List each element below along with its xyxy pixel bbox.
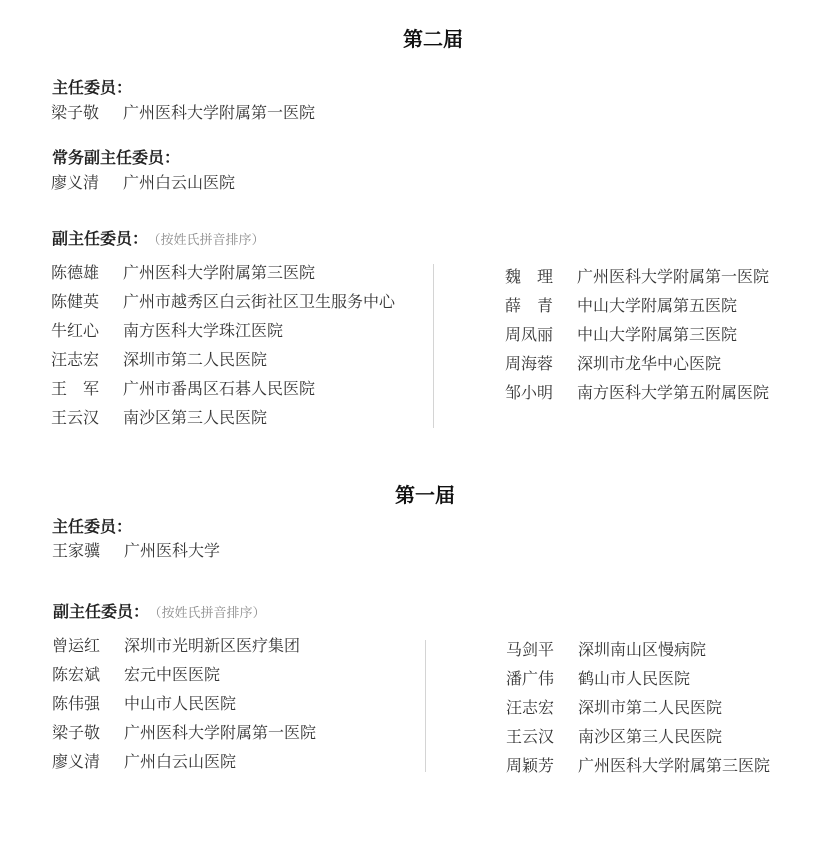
member-org: 广州医科大学附属第一医院 <box>124 723 317 742</box>
list-item <box>505 295 738 317</box>
list-item <box>505 353 722 375</box>
member-org: 深圳市光明新区医疗集团 <box>124 636 301 655</box>
member-name: 曾运红 <box>52 636 101 655</box>
member-name: 邹小明 <box>505 383 554 402</box>
member-name: 王家骥 <box>52 541 101 560</box>
list-item <box>52 664 221 686</box>
term1-vice-label: 副主任委员： <box>53 602 150 621</box>
column-divider <box>433 264 434 428</box>
list-item <box>51 262 316 284</box>
member-name: 梁子敬 <box>52 723 101 742</box>
member-name: 陈伟强 <box>52 694 101 713</box>
member-name: 周颖芳 <box>506 756 555 775</box>
member-name: 周凤丽 <box>505 325 554 344</box>
list-item <box>506 668 691 690</box>
member-org: 中山大学附属第三医院 <box>577 325 738 344</box>
list-item <box>51 291 396 313</box>
term2-director-row <box>51 102 316 124</box>
member-org: 广州市越秀区白云街社区卫生服务中心 <box>123 292 396 311</box>
member-name: 王云汉 <box>51 408 100 427</box>
term2-vice-header <box>52 226 265 249</box>
list-item <box>506 697 723 719</box>
list-item <box>52 635 301 657</box>
member-name: 廖义清 <box>51 173 100 192</box>
member-name: 廖义清 <box>52 752 101 771</box>
member-org: 广州白云山医院 <box>124 752 237 771</box>
member-name: 王云汉 <box>506 727 555 746</box>
list-item <box>51 407 268 429</box>
list-item <box>52 751 237 773</box>
list-item <box>505 324 738 346</box>
member-name: 陈德雄 <box>51 263 100 282</box>
member-org: 深圳市第二人民医院 <box>123 350 268 369</box>
member-org: 鹤山市人民医院 <box>578 669 691 688</box>
member-name: 潘广伟 <box>506 669 555 688</box>
member-name: 陈健英 <box>51 292 100 311</box>
member-org: 深圳市龙华中心医院 <box>577 354 722 373</box>
list-item <box>505 382 770 404</box>
member-name: 魏 理 <box>505 267 554 286</box>
member-org: 深圳市第二人民医院 <box>578 698 723 717</box>
term2-director-label: 主任委员： <box>52 78 133 97</box>
member-org: 南沙区第三人民医院 <box>578 727 723 746</box>
list-item <box>505 266 770 288</box>
member-name: 梁子敬 <box>51 103 100 122</box>
term1-director-row <box>52 540 221 562</box>
member-org: 广州医科大学附属第一医院 <box>577 267 770 286</box>
list-item <box>51 378 316 400</box>
list-item <box>52 722 317 744</box>
member-name: 陈宏斌 <box>52 665 101 684</box>
term2-exec-label: 常务副主任委员： <box>52 148 181 167</box>
member-org: 广州白云山医院 <box>123 173 236 192</box>
member-name: 马剑平 <box>506 640 555 659</box>
member-org: 深圳南山区慢病院 <box>578 640 707 659</box>
member-org: 南方医科大学珠江医院 <box>123 321 284 340</box>
term1-director-label: 主任委员： <box>52 517 133 536</box>
member-org: 中山市人民医院 <box>124 694 237 713</box>
term1-vice-header <box>53 599 266 622</box>
term2-vice-note: （按姓氏拼音排序） <box>154 233 265 248</box>
term2-exec-row <box>51 172 236 194</box>
list-item <box>506 726 723 748</box>
term1-title: 第一届 <box>395 483 455 507</box>
member-org: 广州医科大学附属第一医院 <box>123 103 316 122</box>
term2-vice-label: 副主任委员： <box>52 229 149 248</box>
member-org: 中山大学附属第五医院 <box>577 296 738 315</box>
member-org: 广州市番禺区石碁人民医院 <box>123 379 316 398</box>
member-name: 周海蓉 <box>505 354 554 373</box>
member-name: 牛红心 <box>51 321 100 340</box>
list-item <box>506 639 707 661</box>
member-name: 汪志宏 <box>506 698 555 717</box>
list-item <box>51 349 268 371</box>
member-org: 宏元中医医院 <box>124 665 221 684</box>
member-name: 薛 青 <box>505 296 554 315</box>
member-org: 南方医科大学第五附属医院 <box>577 383 770 402</box>
list-item <box>506 755 771 777</box>
term1-vice-note: （按姓氏拼音排序） <box>155 606 266 621</box>
list-item <box>51 320 284 342</box>
member-name: 王 军 <box>51 379 100 398</box>
member-org: 广州医科大学附属第三医院 <box>578 756 771 775</box>
member-org: 广州医科大学 <box>124 541 221 560</box>
member-name: 汪志宏 <box>51 350 100 369</box>
member-org: 南沙区第三人民医院 <box>123 408 268 427</box>
member-org: 广州医科大学附属第三医院 <box>123 263 316 282</box>
column-divider <box>425 640 426 772</box>
term2-title: 第二届 <box>403 27 463 51</box>
list-item <box>52 693 237 715</box>
